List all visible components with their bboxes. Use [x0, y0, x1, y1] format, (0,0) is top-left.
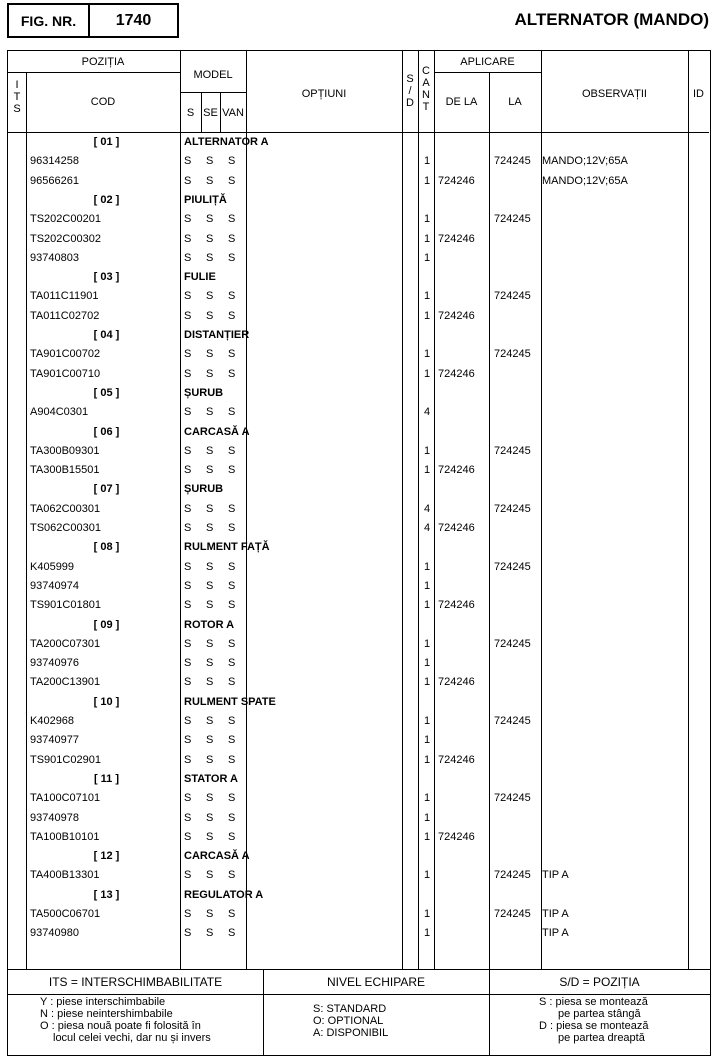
model-van-value: S — [228, 908, 236, 920]
figure-number: 1740 — [115, 11, 152, 29]
table-row — [8, 442, 710, 461]
table-section-row — [8, 886, 710, 905]
model-s-value: S — [184, 444, 192, 457]
quantity: 1 — [423, 657, 431, 670]
part-code: K405999 — [30, 560, 75, 573]
header-pozitia: POZIȚIA — [81, 56, 125, 68]
model-s-value: S — [184, 522, 192, 534]
part-code: TA100B10101 — [30, 830, 100, 843]
table-row — [8, 365, 710, 384]
table-row — [8, 210, 710, 229]
legend-sd — [489, 970, 710, 1055]
option-name: CARCASĂ A — [184, 850, 250, 863]
part-code: TA300B09301 — [30, 444, 100, 457]
model-s-value: S — [184, 753, 192, 766]
part-code: TA062C00301 — [30, 502, 101, 515]
applies-from: 724246 — [438, 830, 475, 843]
quantity: 1 — [423, 155, 431, 168]
part-code: 93740980 — [30, 927, 79, 940]
header-model-van: VAN — [222, 107, 244, 119]
applies-to: 724245 — [494, 792, 531, 805]
model-s-value: S — [184, 734, 192, 747]
table-section-row — [8, 133, 710, 152]
model-s-value: S — [184, 232, 192, 245]
model-se-value: S — [206, 676, 214, 689]
quantity: 1 — [423, 579, 431, 592]
model-van-value: S — [228, 251, 236, 264]
model-van-value: S — [228, 213, 236, 226]
applies-from: 724246 — [438, 309, 475, 322]
model-van-value: S — [228, 290, 236, 303]
option-name: RULMENT SPATE — [184, 695, 276, 708]
quantity: 1 — [423, 637, 431, 650]
part-code: TS202C00302 — [30, 232, 101, 245]
row-divider-model — [180, 92, 246, 93]
figure-number-box — [7, 3, 179, 38]
legend-sd-line: pe partea dreaptă — [558, 1032, 645, 1044]
model-van-value: S — [228, 174, 236, 187]
applies-to: 724245 — [494, 213, 531, 226]
model-se-value: S — [206, 908, 214, 920]
header-sd — [402, 73, 418, 109]
position-label: [ 01 ] — [93, 136, 120, 148]
model-se-value: S — [206, 174, 214, 187]
position-label: [ 03 ] — [93, 271, 120, 284]
part-code: TA200C13901 — [30, 676, 101, 689]
position-label: [ 10 ] — [93, 695, 120, 708]
legend-sd-title: S/D = POZIȚIA — [489, 970, 710, 995]
position-label: [ 12 ] — [93, 850, 120, 863]
quantity: 1 — [423, 927, 431, 940]
model-se-value: S — [206, 715, 214, 727]
model-van-value: S — [228, 406, 236, 419]
model-s-value: S — [184, 657, 192, 670]
table-row — [8, 461, 710, 480]
applies-to: 724245 — [494, 715, 531, 727]
quantity: 4 — [423, 502, 431, 515]
header-observatii: OBSERVAȚII — [581, 88, 647, 100]
table-section-row — [8, 770, 710, 789]
applies-from: 724246 — [438, 367, 475, 380]
quantity: 1 — [423, 676, 431, 689]
header-its — [8, 79, 26, 115]
table-section-row — [8, 693, 710, 712]
remark: TIP A — [542, 927, 569, 940]
applies-from: 724246 — [438, 676, 475, 689]
model-se-value: S — [206, 232, 214, 245]
part-code: TA100C07101 — [30, 792, 101, 805]
table-row — [8, 345, 710, 364]
model-s-value: S — [184, 309, 192, 322]
header-id: ID — [693, 88, 704, 100]
parts-table — [7, 50, 711, 970]
quantity: 1 — [423, 869, 431, 882]
model-s-value: S — [184, 792, 192, 805]
model-van-value: S — [228, 579, 236, 592]
remark: MANDO;12V;65A — [542, 155, 628, 168]
applies-to: 724245 — [494, 155, 531, 168]
header-cant-a: A — [422, 77, 430, 89]
model-s-value: S — [184, 464, 192, 477]
model-van-value: S — [228, 232, 236, 245]
quantity: 1 — [423, 174, 431, 187]
table-row — [8, 500, 710, 519]
model-se-value: S — [206, 579, 214, 592]
header-sd-slash: / — [408, 85, 412, 97]
part-code: TS062C00301 — [30, 522, 101, 534]
table-row — [8, 905, 710, 924]
applies-from: 724246 — [438, 232, 475, 245]
quantity: 1 — [423, 560, 431, 573]
header-model-s: S — [186, 107, 195, 119]
table-row — [8, 172, 710, 191]
table-row — [8, 307, 710, 326]
quantity: 1 — [423, 908, 431, 920]
quantity: 1 — [423, 792, 431, 805]
part-code: K402968 — [30, 715, 75, 727]
applies-to: 724245 — [494, 444, 531, 457]
model-s-value: S — [184, 213, 192, 226]
model-van-value: S — [228, 560, 236, 573]
table-section-row — [8, 480, 710, 499]
model-s-value: S — [184, 174, 192, 187]
legend-its-line: O : piesa nouă poate fi folosită în — [40, 1020, 201, 1032]
model-se-value: S — [206, 927, 214, 940]
header-cant — [418, 65, 434, 113]
position-label: [ 06 ] — [93, 425, 120, 438]
legend — [7, 970, 711, 1056]
table-row — [8, 712, 710, 731]
applies-to: 724245 — [494, 290, 531, 303]
model-se-value: S — [206, 348, 214, 361]
table-row — [8, 924, 710, 943]
applies-from: 724246 — [438, 599, 475, 612]
part-code: 96566261 — [30, 174, 79, 187]
model-se-value: S — [206, 309, 214, 322]
model-s-value: S — [184, 908, 192, 920]
model-van-value: S — [228, 792, 236, 805]
option-name: DISTANȚIER — [184, 329, 250, 341]
model-se-value: S — [206, 251, 214, 264]
header-sd-s: S — [406, 73, 414, 85]
model-se-value: S — [206, 792, 214, 805]
model-s-value: S — [184, 811, 192, 824]
table-row — [8, 635, 710, 654]
model-van-value: S — [228, 464, 236, 477]
position-label: [ 04 ] — [93, 329, 120, 341]
part-code: TA500C06701 — [30, 908, 101, 920]
part-code: 93740976 — [30, 657, 79, 670]
quantity: 1 — [423, 367, 431, 380]
model-van-value: S — [228, 734, 236, 747]
model-van-value: S — [228, 444, 236, 457]
model-s-value: S — [184, 406, 192, 419]
legend-its — [8, 970, 264, 1055]
model-van-value: S — [228, 830, 236, 843]
header-cant-c: C — [422, 65, 430, 77]
header-cod: COD — [90, 96, 116, 108]
option-name: ROTOR A — [184, 618, 235, 631]
table-row — [8, 828, 710, 847]
legend-nivel — [263, 970, 490, 1055]
table-row — [8, 654, 710, 673]
legend-nivel-line: S: STANDARD — [313, 1003, 387, 1015]
model-se-value: S — [206, 811, 214, 824]
table-section-row — [8, 538, 710, 557]
model-se-value: S — [206, 464, 214, 477]
header-its-s: S — [13, 103, 21, 115]
model-van-value: S — [228, 676, 236, 689]
quantity: 1 — [423, 811, 431, 824]
model-van-value: S — [228, 599, 236, 612]
table-row — [8, 751, 710, 770]
header-optiuni: OPȚIUNI — [301, 88, 347, 100]
row-divider-pozitia — [8, 72, 180, 73]
model-van-value: S — [228, 309, 236, 322]
model-se-value: S — [206, 830, 214, 843]
model-van-value: S — [228, 155, 236, 168]
quantity: 1 — [423, 599, 431, 612]
applies-to: 724245 — [494, 502, 531, 515]
header-model-se: SE — [203, 107, 218, 119]
option-name: ȘURUB — [184, 483, 224, 496]
model-se-value: S — [206, 522, 214, 534]
option-name: CARCASĂ A — [184, 425, 250, 438]
model-van-value: S — [228, 367, 236, 380]
legend-nivel-body — [313, 1003, 489, 1039]
applies-to: 724245 — [494, 560, 531, 573]
table-row — [8, 596, 710, 615]
header-sd-d: D — [406, 97, 414, 109]
header-cant-n: N — [422, 89, 430, 101]
part-code: A904C0301 — [30, 406, 89, 419]
table-section-row — [8, 268, 710, 287]
part-code: 93740977 — [30, 734, 79, 747]
quantity: 1 — [423, 830, 431, 843]
model-s-value: S — [184, 715, 192, 727]
model-van-value: S — [228, 753, 236, 766]
model-van-value: S — [228, 348, 236, 361]
legend-its-line: Y : piese interschimbabile — [40, 996, 166, 1008]
table-row — [8, 249, 710, 268]
option-name: PIULIȚĂ — [184, 193, 227, 206]
part-code: TA901C00702 — [30, 348, 101, 361]
table-section-row — [8, 191, 710, 210]
model-s-value: S — [184, 676, 192, 689]
model-s-value: S — [184, 579, 192, 592]
applies-to: 724245 — [494, 908, 531, 920]
model-se-value: S — [206, 734, 214, 747]
option-name: STATOR A — [184, 772, 238, 785]
part-code: TS901C02901 — [30, 753, 101, 766]
quantity: 1 — [423, 232, 431, 245]
part-code: TA400B13301 — [30, 869, 100, 882]
model-s-value: S — [184, 927, 192, 940]
part-code: TA011C11901 — [30, 290, 99, 303]
model-s-value: S — [184, 560, 192, 573]
position-label: [ 07 ] — [93, 483, 120, 496]
model-s-value: S — [184, 367, 192, 380]
position-label: [ 02 ] — [93, 193, 120, 206]
part-code: TS901C01801 — [30, 599, 101, 612]
model-se-value: S — [206, 213, 214, 226]
position-label: [ 13 ] — [93, 888, 120, 901]
table-row — [8, 558, 710, 577]
quantity: 1 — [423, 715, 431, 727]
header-aplicare: APLICARE — [460, 56, 515, 68]
table-row — [8, 287, 710, 306]
legend-nivel-title: NIVEL ECHIPARE — [263, 970, 489, 995]
quantity: 1 — [423, 444, 431, 457]
part-code: 93740803 — [30, 251, 79, 264]
model-se-value: S — [206, 657, 214, 670]
model-s-value: S — [184, 290, 192, 303]
table-section-row — [8, 616, 710, 635]
model-van-value: S — [228, 869, 236, 882]
table-row — [8, 230, 710, 249]
option-name: FULIE — [184, 271, 216, 284]
table-section-row — [8, 423, 710, 442]
table-row — [8, 789, 710, 808]
model-van-value: S — [228, 927, 236, 940]
position-label: [ 11 ] — [93, 772, 120, 785]
applies-from: 724246 — [438, 753, 475, 766]
legend-sd-line: pe partea stângă — [558, 1008, 641, 1020]
table-row — [8, 731, 710, 750]
model-se-value: S — [206, 367, 214, 380]
header-model: MODEL — [193, 69, 233, 81]
applies-to: 724245 — [494, 348, 531, 361]
model-se-value: S — [206, 869, 214, 882]
model-s-value: S — [184, 869, 192, 882]
legend-its-line: locul celei vechi, dar nu și invers — [53, 1032, 211, 1044]
quantity: 1 — [423, 251, 431, 264]
model-van-value: S — [228, 502, 236, 515]
part-code: 96314258 — [30, 155, 79, 168]
position-label: [ 05 ] — [93, 386, 120, 399]
applies-to: 724245 — [494, 637, 531, 650]
header-its-i: I — [15, 79, 19, 91]
model-se-value: S — [206, 444, 214, 457]
table-section-row — [8, 326, 710, 345]
model-s-value: S — [184, 830, 192, 843]
model-s-value: S — [184, 637, 192, 650]
model-se-value: S — [206, 406, 214, 419]
part-code: 93740974 — [30, 579, 79, 592]
table-row — [8, 673, 710, 692]
quantity: 1 — [423, 348, 431, 361]
model-van-value: S — [228, 715, 236, 727]
table-row — [8, 809, 710, 828]
applies-from: 724246 — [438, 464, 475, 477]
table-row — [8, 519, 710, 538]
model-s-value: S — [184, 599, 192, 612]
legend-sd-line: S : piesa se montează — [539, 996, 648, 1008]
header-cant-t: T — [422, 101, 430, 113]
row-divider-aplicare — [434, 72, 541, 73]
model-se-value: S — [206, 599, 214, 612]
legend-its-line: N : piese neintershimbabile — [40, 1008, 173, 1020]
quantity: 1 — [423, 734, 431, 747]
quantity: 4 — [423, 522, 431, 534]
page-title: ALTERNATOR (MANDO) — [514, 10, 709, 29]
quantity: 1 — [423, 309, 431, 322]
table-row — [8, 866, 710, 885]
model-se-value: S — [206, 560, 214, 573]
remark: TIP A — [542, 869, 569, 882]
option-name: ALTERNATOR A — [184, 136, 269, 148]
part-code: TA300B15501 — [30, 464, 100, 477]
part-code: TS202C00201 — [30, 213, 101, 226]
option-name: ȘURUB — [184, 386, 224, 399]
header-de-la: DE LA — [445, 96, 478, 108]
model-s-value: S — [184, 502, 192, 515]
model-van-value: S — [228, 657, 236, 670]
model-s-value: S — [184, 251, 192, 264]
model-se-value: S — [206, 155, 214, 168]
quantity: 1 — [423, 464, 431, 477]
quantity: 4 — [423, 406, 431, 419]
option-name: RULMENT FAȚĂ — [184, 541, 270, 554]
header-its-t: T — [13, 91, 21, 103]
legend-its-body — [40, 996, 263, 1044]
quantity: 1 — [423, 213, 431, 226]
model-se-value: S — [206, 502, 214, 515]
remark: TIP A — [542, 908, 569, 920]
legend-nivel-line: A: DISPONIBIL — [313, 1027, 389, 1039]
part-code: TA011C02702 — [30, 309, 100, 322]
applies-to: 724245 — [494, 869, 531, 882]
model-se-value: S — [206, 290, 214, 303]
model-s-value: S — [184, 348, 192, 361]
applies-from: 724246 — [438, 522, 475, 534]
applies-from: 724246 — [438, 174, 475, 187]
model-s-value: S — [184, 155, 192, 168]
remark: MANDO;12V;65A — [542, 174, 628, 187]
model-se-value: S — [206, 637, 214, 650]
position-label: [ 09 ] — [93, 618, 120, 631]
model-se-value: S — [206, 753, 214, 766]
legend-its-title: ITS = INTERSCHIMBABILITATE — [8, 970, 263, 995]
model-van-value: S — [228, 811, 236, 824]
legend-nivel-line: O: OPTIONAL — [313, 1015, 384, 1027]
part-code: TA901C00710 — [30, 367, 101, 380]
figure-label: FIG. NR. — [9, 5, 90, 36]
legend-sd-body — [539, 996, 710, 1044]
header-la: LA — [508, 96, 522, 108]
option-name: REGULATOR A — [184, 888, 264, 901]
table-section-row — [8, 847, 710, 866]
table-row — [8, 152, 710, 171]
quantity: 1 — [423, 753, 431, 766]
table-row — [8, 403, 710, 422]
part-code: 93740978 — [30, 811, 79, 824]
model-van-value: S — [228, 637, 236, 650]
model-van-value: S — [228, 522, 236, 534]
part-code: TA200C07301 — [30, 637, 101, 650]
legend-sd-line: D : piesa se montează — [539, 1020, 649, 1032]
quantity: 1 — [423, 290, 431, 303]
table-section-row — [8, 384, 710, 403]
table-row — [8, 577, 710, 596]
position-label: [ 08 ] — [93, 541, 120, 554]
